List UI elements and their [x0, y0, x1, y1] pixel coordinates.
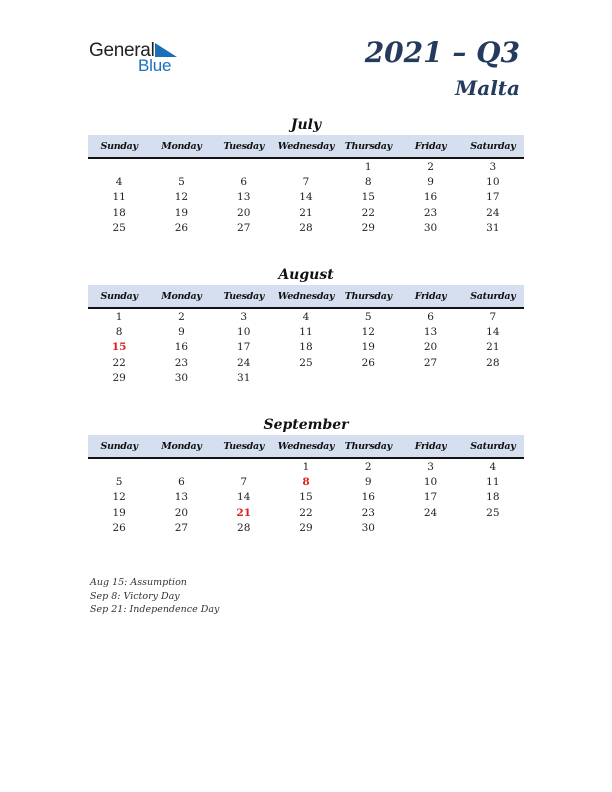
- day-cell: 19: [112, 506, 126, 519]
- day-cell: 10: [237, 325, 251, 338]
- day-cell: 5: [364, 310, 372, 323]
- day-cell: 20: [423, 341, 438, 354]
- week-row: [88, 309, 524, 324]
- weekday-label: Wednesday: [277, 140, 335, 152]
- day-cell: 24: [486, 206, 500, 219]
- weekday-label: Tuesday: [223, 440, 265, 452]
- day-cell: 1: [364, 160, 372, 173]
- weekday-label: Friday: [414, 290, 447, 302]
- day-cell: 4: [115, 175, 123, 188]
- weekday-label: Monday: [161, 140, 202, 152]
- weekday-header: [88, 285, 524, 309]
- month-block-september: [88, 415, 524, 535]
- week-row: [88, 355, 524, 370]
- day-cell: 19: [174, 206, 189, 219]
- week-row: [88, 190, 524, 205]
- day-cell: 28: [299, 221, 313, 234]
- day-cell: 23: [423, 206, 438, 219]
- weekday-label: Monday: [161, 290, 202, 302]
- month-block-july: [88, 115, 524, 235]
- day-cell: 6: [178, 475, 185, 488]
- day-cell: 11: [299, 325, 313, 338]
- day-cell: 21: [236, 506, 252, 519]
- day-cell: 13: [237, 191, 251, 204]
- day-cell: 21: [299, 206, 313, 219]
- page-title: 2021 – Q3: [364, 36, 520, 69]
- day-cell: 26: [174, 221, 189, 234]
- weekday-label: Tuesday: [223, 140, 265, 152]
- day-cell: 29: [361, 221, 375, 234]
- holiday-note: Sep 8: Victory Day: [90, 590, 180, 602]
- day-cell: 24: [423, 506, 438, 519]
- day-cell: 10: [423, 475, 438, 488]
- day-cell: 4: [489, 460, 497, 473]
- day-cell: 18: [112, 206, 126, 219]
- weekday-label: Sunday: [100, 290, 138, 302]
- weekday-label: Thursday: [344, 140, 392, 152]
- week-row: [88, 459, 524, 474]
- day-grid: [88, 309, 524, 385]
- day-cell: 2: [178, 310, 185, 323]
- logo: [89, 40, 189, 76]
- day-cell: 25: [486, 506, 500, 519]
- day-cell: 5: [115, 475, 123, 488]
- holiday-notes: [90, 576, 219, 617]
- week-row: [88, 174, 524, 189]
- day-cell: 18: [486, 491, 500, 504]
- day-cell: 4: [302, 310, 310, 323]
- day-cell: 9: [364, 475, 372, 488]
- week-row: [88, 324, 524, 339]
- weekday-label: Friday: [414, 440, 447, 452]
- day-cell: 16: [174, 341, 189, 354]
- weekday-label: Wednesday: [277, 290, 335, 302]
- weekday-label: Monday: [161, 440, 202, 452]
- day-cell: 8: [364, 175, 372, 188]
- day-cell: 13: [423, 325, 438, 338]
- day-cell: 24: [237, 356, 251, 369]
- weekday-header: [88, 135, 524, 159]
- day-grid: [88, 459, 524, 535]
- week-row: [88, 520, 524, 535]
- day-cell: 20: [174, 506, 189, 519]
- logo-triangle-icon: [155, 43, 177, 57]
- day-cell: 15: [299, 491, 313, 504]
- day-cell: 6: [427, 310, 434, 323]
- day-cell: 3: [489, 160, 497, 173]
- day-cell: 9: [178, 325, 185, 338]
- day-cell: 27: [237, 221, 251, 234]
- day-cell: 12: [361, 325, 375, 338]
- day-cell: 18: [299, 341, 313, 354]
- day-cell: 31: [237, 371, 251, 384]
- weekday-label: Sunday: [100, 140, 138, 152]
- day-cell: 11: [112, 191, 126, 204]
- day-cell: 16: [361, 491, 375, 504]
- weekday-label: Wednesday: [277, 440, 335, 452]
- day-cell: 20: [237, 206, 251, 219]
- week-row: [88, 474, 524, 489]
- weekday-label: Tuesday: [223, 290, 265, 302]
- day-cell: 3: [240, 310, 248, 323]
- day-cell: 14: [299, 191, 313, 204]
- day-cell: 2: [364, 460, 372, 473]
- day-cell: 23: [361, 506, 375, 519]
- day-cell: 26: [112, 521, 126, 534]
- month-block-august: [88, 265, 524, 385]
- weekday-label: Saturday: [470, 290, 516, 302]
- day-cell: 1: [115, 310, 123, 323]
- day-cell: 30: [361, 521, 375, 534]
- day-cell: 25: [112, 221, 126, 234]
- day-cell: 10: [486, 175, 500, 188]
- day-cell: 17: [423, 491, 438, 504]
- day-cell: 28: [237, 521, 251, 534]
- week-row: [88, 505, 524, 520]
- day-cell: 1: [302, 460, 310, 473]
- day-cell: 16: [423, 191, 438, 204]
- month-name: July: [290, 117, 322, 133]
- weekday-label: Friday: [414, 140, 447, 152]
- day-cell: 15: [361, 191, 375, 204]
- week-row: [88, 490, 524, 505]
- holiday-note: Sep 21: Independence Day: [90, 604, 220, 615]
- week-row: [88, 220, 524, 235]
- logo-general-text: General: [89, 40, 155, 61]
- day-cell: 29: [112, 371, 126, 384]
- logo-blue-text: Blue: [138, 56, 172, 75]
- day-cell: 9: [427, 175, 434, 188]
- day-cell: 17: [237, 341, 251, 354]
- day-cell: 22: [112, 356, 126, 369]
- day-cell: 30: [423, 221, 438, 234]
- day-cell: 3: [427, 460, 434, 473]
- day-cell: 23: [174, 356, 189, 369]
- day-cell: 12: [112, 491, 126, 504]
- weekday-label: Thursday: [344, 290, 392, 302]
- day-cell: 7: [302, 175, 310, 188]
- day-cell: 6: [240, 175, 248, 188]
- day-cell: 28: [486, 356, 500, 369]
- day-cell: 25: [299, 356, 313, 369]
- month-name: September: [263, 417, 349, 433]
- day-cell: 19: [361, 341, 375, 354]
- weekday-label: Thursday: [344, 440, 392, 452]
- week-row: [88, 370, 524, 385]
- week-row: [88, 159, 524, 174]
- day-cell: 30: [174, 371, 189, 384]
- holiday-note: Aug 15: Assumption: [90, 577, 187, 588]
- day-cell: 13: [174, 491, 189, 504]
- day-cell: 14: [237, 491, 251, 504]
- day-cell: 27: [174, 521, 189, 534]
- weekday-label: Saturday: [470, 140, 516, 152]
- day-cell: 14: [486, 325, 500, 338]
- day-cell: 26: [361, 356, 375, 369]
- day-cell: 5: [178, 175, 185, 188]
- weekday-label: Sunday: [100, 440, 138, 452]
- week-row: [88, 340, 524, 355]
- day-cell: 29: [299, 521, 313, 534]
- month-name: August: [278, 267, 334, 283]
- weekday-header: [88, 435, 524, 459]
- day-cell: 22: [361, 206, 375, 219]
- day-cell: 17: [486, 191, 500, 204]
- day-cell: 2: [427, 160, 434, 173]
- day-cell: 8: [115, 325, 123, 338]
- day-cell: 11: [486, 475, 500, 488]
- day-cell: 8: [302, 475, 310, 488]
- day-cell: 27: [423, 356, 438, 369]
- day-cell: 7: [240, 475, 248, 488]
- page-subtitle: Malta: [455, 76, 520, 100]
- weekday-label: Saturday: [470, 440, 516, 452]
- day-cell: 12: [174, 191, 189, 204]
- day-cell: 15: [111, 341, 127, 354]
- day-cell: 21: [486, 341, 500, 354]
- day-cell: 22: [299, 506, 313, 519]
- week-row: [88, 205, 524, 220]
- day-grid: [88, 159, 524, 235]
- day-cell: 7: [489, 310, 497, 323]
- day-cell: 31: [486, 221, 500, 234]
